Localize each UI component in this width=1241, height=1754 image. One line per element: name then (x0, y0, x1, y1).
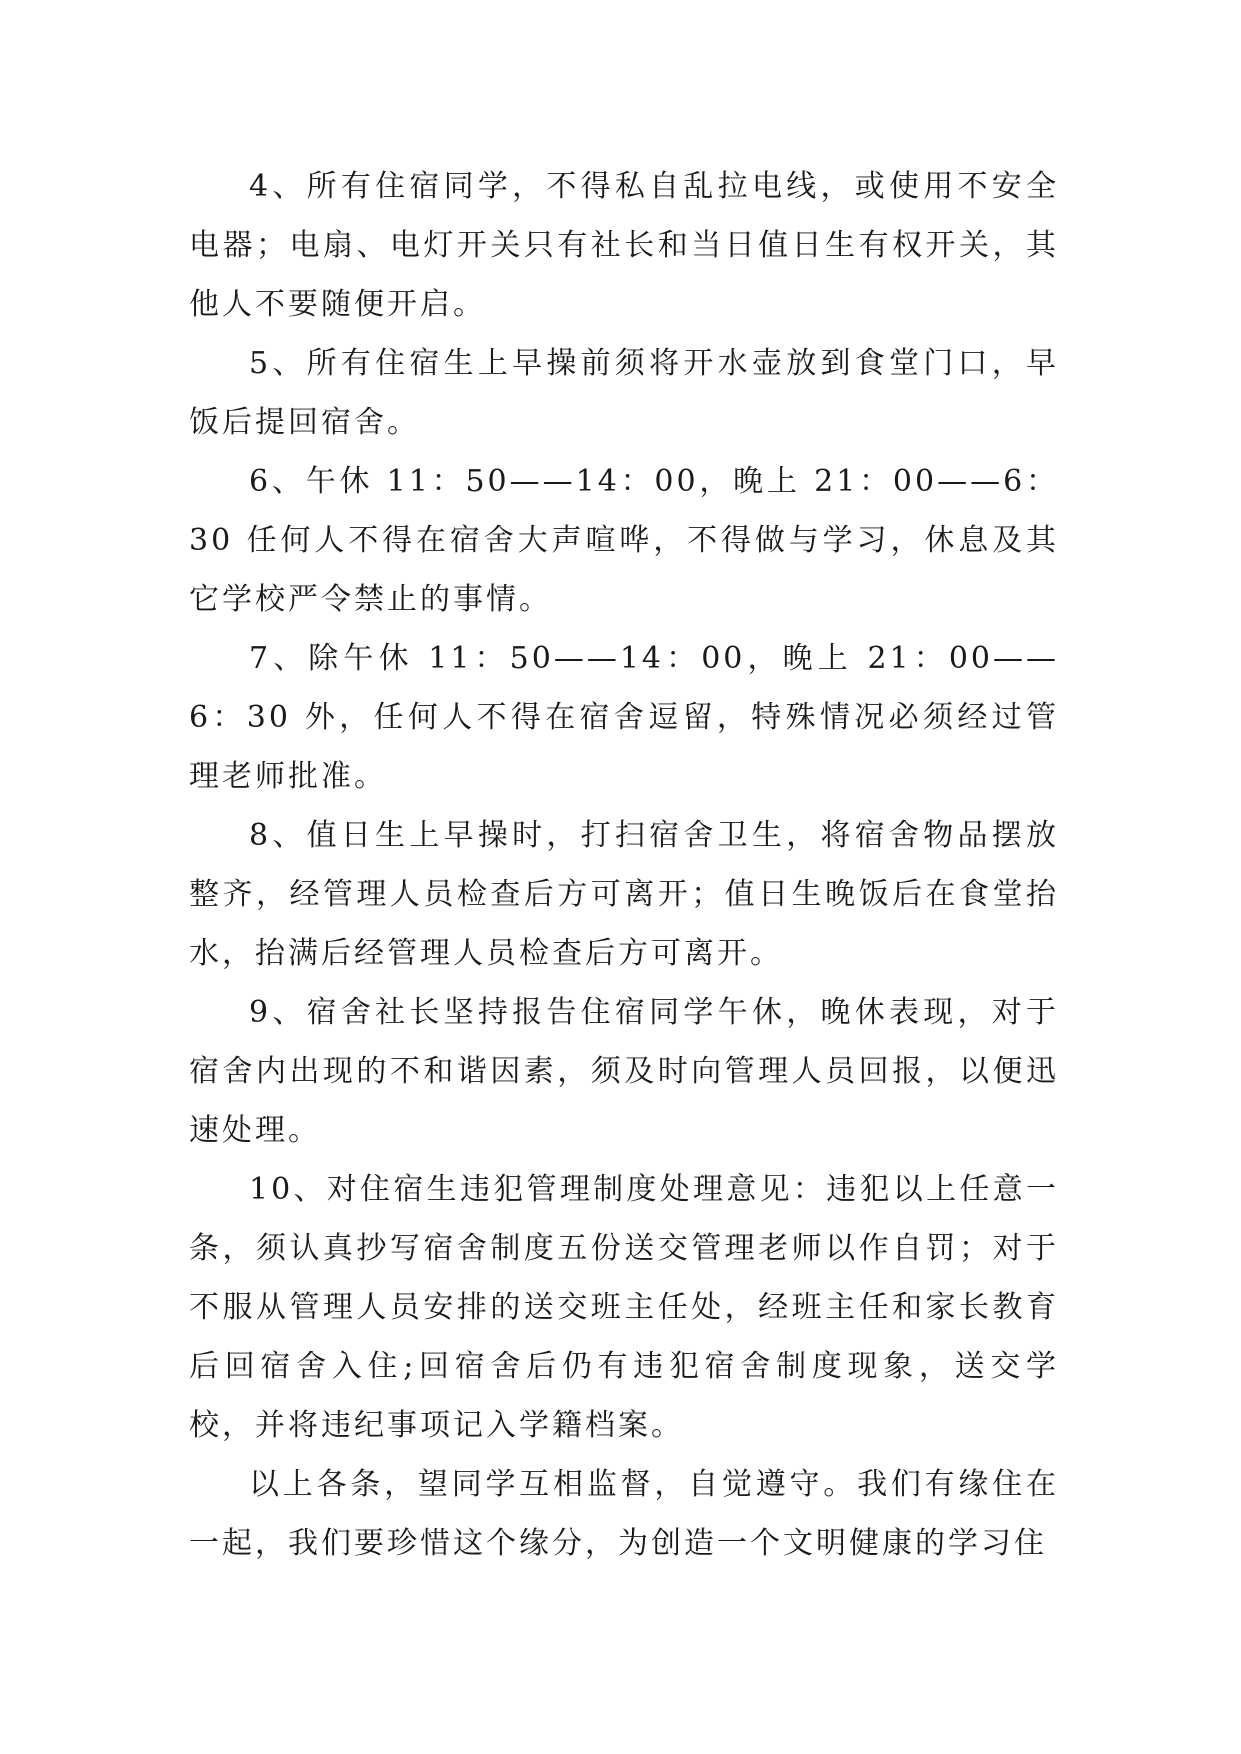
paragraph-rule-7: 7、除午休 11：50——14：00，晚上 21：00——6：30 外，任何人不得在宿舍逗留，特殊情况必须经过管理老师批准。 (189, 641, 1059, 794)
paragraph-rule-9: 9、宿舍社长坚持报告住宿同学午休，晚休表现，对于宿舍内出现的不和谐因素，须及时向管理人员回报，以便迅速处理。 (189, 995, 1059, 1148)
paragraph-rule-4: 4、所有住宿同学，不得私自乱拉电线，或使用不安全电器；电扇、电灯开关只有社长和当日值日生有权开关，其他人不要随便开启。 (189, 169, 1059, 322)
paragraph-rule-5: 5、所有住宿生上早操前须将开水壶放到食堂门口，早饭后提回宿舍。 (189, 346, 1059, 440)
paragraph-closing: 以上各条，望同学互相监督，自觉遵守。我们有缘住在一起，我们要珍惜这个缘分，为创造一个文明健康的学习住 (189, 1467, 1059, 1561)
document-body (189, 157, 1059, 1573)
paragraph-rule-8: 8、值日生上早操时，打扫宿舍卫生，将宿舍物品摆放整齐，经管理人员检查后方可离开；值日生晚饭后在食堂抬水，抬满后经管理人员检查后方可离开。 (189, 818, 1059, 971)
paragraph-rule-6: 6、午休 11：50——14：00，晚上 21：00——6：30 任何人不得在宿舍大声喧哗，不得做与学习，休息及其它学校严令禁止的事情。 (189, 464, 1059, 617)
paragraph-rule-10: 10、对住宿生违犯管理制度处理意见：违犯以上任意一条，须认真抄写宿舍制度五份送交管理老师以作自罚；对于不服从管理人员安排的送交班主任处，经班主任和家长教育后回宿舍入住;回宿舍后仍有违犯宿舍制度现象，送交学校，并将违纪事项记入学籍档案。 (189, 1172, 1059, 1443)
